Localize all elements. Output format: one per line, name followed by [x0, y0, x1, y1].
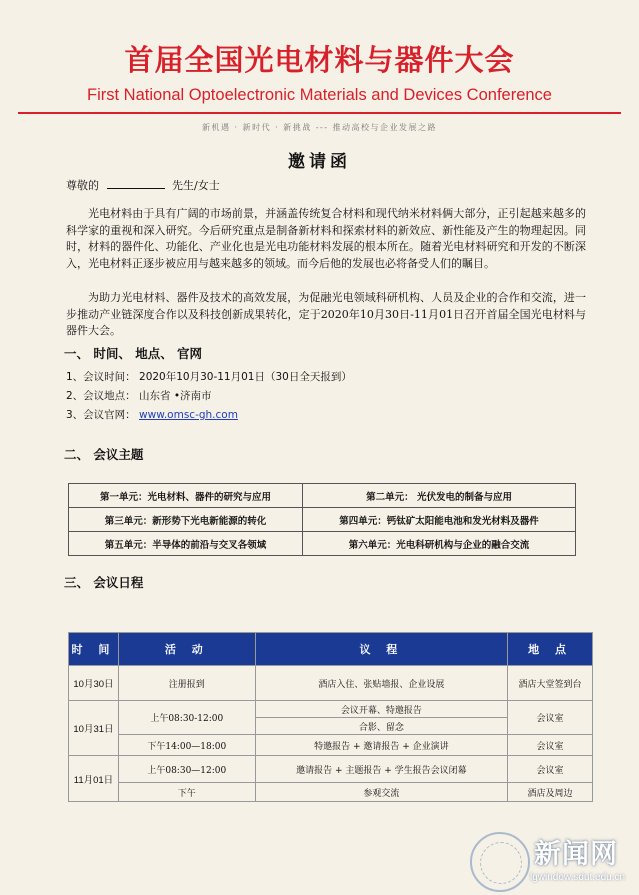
location-cell: 会议室: [508, 756, 593, 783]
location-cell: 会议室: [508, 735, 593, 756]
schedule-header-row: [69, 633, 593, 666]
date-cell: 10月31日: [69, 701, 119, 756]
website-link[interactable]: www.omsc-gh.com: [139, 409, 238, 421]
section-heading-themes: 二、 会议主题: [64, 447, 144, 462]
theme-cell: 第一单元：光电材料、器件的研究与应用: [69, 484, 303, 508]
theme-cell: 第五单元：半导体的前沿与交叉各领域: [69, 532, 303, 556]
header-time: 时 间: [69, 633, 119, 666]
themes-table: [68, 483, 576, 556]
letter-title: 邀请函: [288, 152, 351, 172]
table-row: [69, 508, 576, 532]
theme-cell: 第六单元：光电科研机构与企业的融合交流: [303, 532, 576, 556]
activity-cell: 上午08:30—12:00: [118, 756, 255, 783]
table-row: [69, 756, 593, 783]
salutation-prefix: 尊敬的: [66, 179, 99, 192]
table-row: [69, 666, 593, 701]
watermark-url: lgwindow.sdut.edu.cn: [530, 872, 626, 883]
table-row: [69, 783, 593, 802]
news-watermark: [470, 828, 630, 890]
activity-cell: 下午: [118, 783, 255, 802]
info-site-label: 3、会议官网：: [66, 409, 136, 421]
location-cell: 会议室: [508, 701, 593, 735]
header-agenda: 议 程: [255, 633, 507, 666]
conference-title-cn: 首届全国光电材料与器件大会: [124, 43, 515, 77]
date-cell: 10月30日: [69, 666, 119, 701]
theme-cell: 第三单元：新形势下光电新能源的转化: [69, 508, 303, 532]
section-heading-schedule: 三、 会议日程: [64, 575, 144, 590]
table-row: [69, 532, 576, 556]
slogan: 新机遇 · 新时代 · 新挑战 --- 推动高校与企业发展之路: [202, 123, 437, 132]
intro-paragraph: 光电材料由于具有广阔的市场前景，并涵盖传统复合材料和现代纳米材料俩大部分，正引起越来越多的科学家的重视和深入研究。今后研究重点是制备新材料和探索材料的新效应、新性能及产生的物理起因。同时，材料的器件化、功能化、产业化也是光电功能材料发展的根本所在。随着光电材料研究和开发的不断深入，光电材料正逐步被应用与越来越多的领域。而今后他的发展也必将备受人们的瞩目。: [66, 207, 586, 270]
activity-cell: 上午08:30-12:00: [118, 701, 255, 735]
info-place: 2、会议地点： 山东省 •济南市: [66, 390, 212, 402]
header-location: 地 点: [508, 633, 593, 666]
table-row: [69, 484, 576, 508]
salutation: [66, 177, 220, 193]
watermark-text: 新闻网: [534, 839, 618, 870]
activity-cell: 下午14:00—18:00: [118, 735, 255, 756]
info-time: 1、会议时间： 2020年10月30-11月01日（30日全天报到）: [66, 371, 352, 383]
agenda-cell: 会议开幕、特邀报告: [255, 701, 507, 718]
activity-cell: 注册报到: [118, 666, 255, 701]
agenda-cell: 邀请报告 + 主题报告 + 学生报告会议闭幕: [255, 756, 507, 783]
location-cell: 酒店及周边: [508, 783, 593, 802]
schedule-table: [68, 632, 593, 802]
theme-cell: 第四单元：钙钛矿太阳能电池和发光材料及器件: [303, 508, 576, 532]
agenda-cell: 合影、留念: [255, 718, 507, 735]
university-seal-icon: [470, 832, 530, 892]
agenda-cell: 特邀报告 + 邀请报告 + 企业演讲: [255, 735, 507, 756]
table-row: [69, 735, 593, 756]
table-row: [69, 701, 593, 718]
agenda-cell: 酒店入住、张贴墙报、企业设展: [255, 666, 507, 701]
agenda-cell: 参观交流: [255, 783, 507, 802]
salutation-suffix: 先生/女士: [172, 179, 220, 192]
conference-title-en: First National Optoelectronic Materials and Devices Conference: [87, 86, 552, 104]
date-cell: 11月01日: [69, 756, 119, 802]
purpose-paragraph: 为助力光电材料、器件及技术的高效发展，为促融光电领域科研机构、人员及企业的合作和交流，进一步推动产业链深度合作以及科技创新成果转化，定于2020年10月30日-11月01日召开首届全国光电材料与器件大会。: [66, 291, 586, 337]
location-cell: 酒店大堂签到台: [508, 666, 593, 701]
info-site: [66, 406, 352, 425]
header-rule: [18, 112, 621, 114]
name-blank: [107, 178, 165, 189]
theme-cell: 第二单元： 光伏发电的制备与应用: [303, 484, 576, 508]
section-heading-time-place: 一、 时间、 地点、 官网: [64, 346, 203, 361]
header-activity: 活 动: [118, 633, 255, 666]
info-list: [66, 368, 352, 425]
